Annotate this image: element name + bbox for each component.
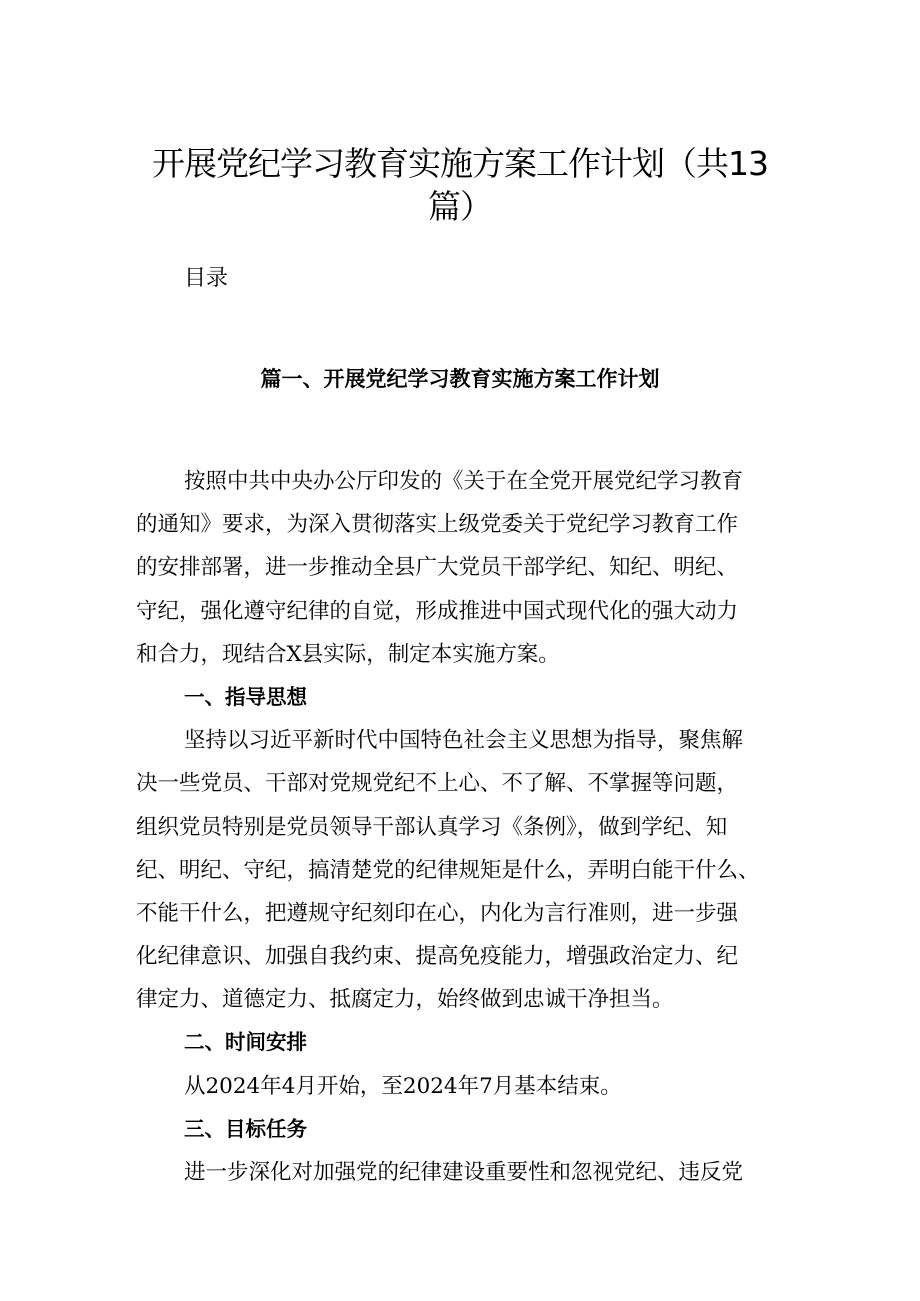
paragraph-line: 和合力，现结合X县实际，制定本实施方案。 (136, 641, 560, 667)
section-heading: 二、时间安排 (184, 1030, 307, 1055)
paragraph-line: 的通知》要求，为深入贯彻落实上级党委关于党纪学习教育工作 (136, 512, 739, 538)
title-line: 开展党纪学习教育实施方案工作计划（共13 (152, 144, 768, 183)
document-body (136, 460, 796, 1194)
document-title (100, 138, 820, 227)
paragraph-line: 守纪，强化遵守纪律的自觉，形成推进中国式现代化的强大动力 (136, 598, 739, 624)
paragraph-line: 进一步深化对加强党的纪律建设重要性和忽视党纪、违反党 (184, 1160, 744, 1185)
chapter-title: 篇一、开展党纪学习教育实施方案工作计划 (260, 367, 660, 391)
paragraph-line: 的安排部署，进一步推动全县广大党员干部学纪、知纪、明纪、 (136, 555, 739, 581)
paragraph-line: 律定力、道德定力、抵腐定力，始终做到忠诚干净担当。 (136, 987, 674, 1013)
paragraph-line: 组织党员特别是党员领导干部认真学习《条例》，做到学纪、知 (136, 814, 728, 840)
section-heading: 一、指导思想 (184, 684, 307, 709)
paragraph-line: 纪、明纪、守纪，搞清楚党的纪律规矩是什么，弄明白能干什么、 (136, 857, 760, 883)
title-line: 篇） (428, 187, 492, 227)
toc-label: 目录 (184, 266, 229, 291)
section-heading: 三、目标任务 (184, 1116, 307, 1141)
paragraph-line: 坚持以习近平新时代中国特色社会主义思想为指导，聚焦解 (184, 728, 744, 754)
paragraph-line: 按照中共中央办公厅印发的《关于在全党开展党纪学习教育 (184, 469, 744, 494)
paragraph-line: 化纪律意识、加强自我约束、提高免疫能力，增强政治定力、纪 (136, 944, 739, 970)
paragraph-line: 不能干什么，把遵规守纪刻印在心，内化为言行准则，进一步强 (136, 900, 739, 926)
paragraph-line: 决一些党员、干部对党规党纪不上心、不了解、不掌握等问题， (136, 771, 739, 797)
paragraph-line: 从2024年4月开始，至2024年7月基本结束。 (184, 1073, 622, 1099)
